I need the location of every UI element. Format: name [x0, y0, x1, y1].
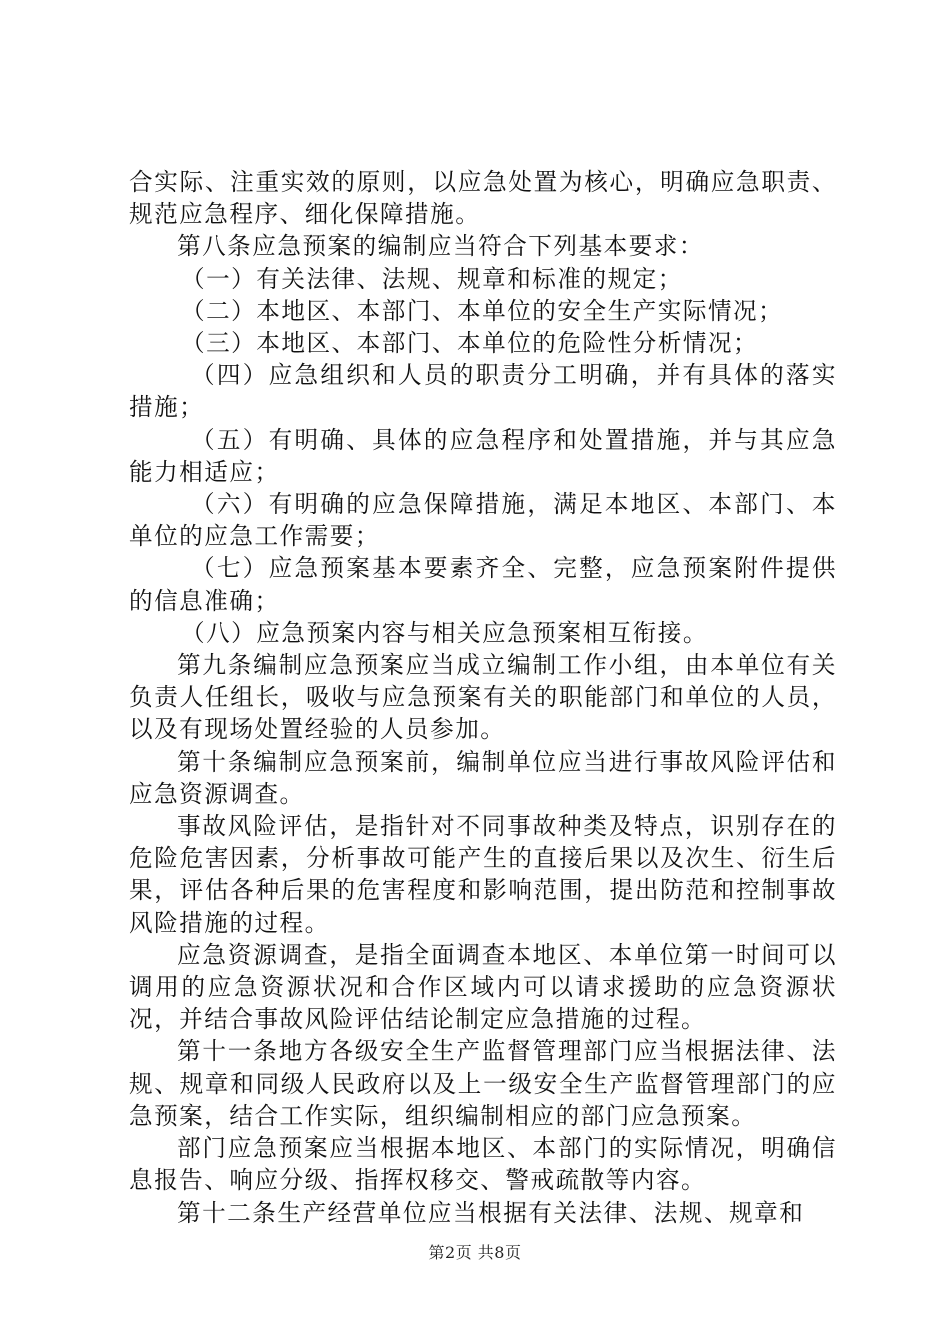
list-item: （四）应急组织和人员的职责分工明确，并有具体的落实措施；	[129, 361, 837, 422]
list-item: （八）应急预案内容与相关应急预案相互衔接。	[181, 618, 708, 647]
document-body	[129, 166, 837, 1229]
list-item: （二）本地区、本部门、本单位的安全生产实际情况；	[181, 296, 784, 325]
paragraph-article-9: 第九条编制应急预案应当成立编制工作小组，由本单位有关负责人任组长，吸收与应急预案有关的职能部门和单位的人员，以及有现场处置经验的人员参加。	[129, 651, 837, 744]
paragraph: 部门应急预案应当根据本地区、本部门的实际情况，明确信息报告、响应分级、指挥权移交、警戒疏散等内容。	[129, 1134, 837, 1195]
list-item: （五）有明确、具体的应急程序和处置措施，并与其应急能力相适应；	[129, 425, 837, 486]
list-item: （三）本地区、本部门、本单位的危险性分析情况；	[181, 329, 759, 358]
paragraph-article-11: 第十一条地方各级安全生产监督管理部门应当根据法律、法规、规章和同级人民政府以及上一级安全生产监督管理部门的应急预案，结合工作实际，组织编制相应的部门应急预案。	[129, 1037, 837, 1130]
page-number-footer: 第2页 共8页	[428, 1243, 522, 1262]
list-item: （六）有明确的应急保障措施，满足本地区、本部门、本单位的应急工作需要；	[129, 490, 837, 551]
list-item: （七）应急预案基本要素齐全、完整，应急预案附件提供的信息准确；	[129, 554, 837, 615]
list-item: （一）有关法律、法规、规章和标准的规定；	[181, 264, 683, 293]
paragraph-article-12: 第十二条生产经营单位应当根据有关法律、法规、规章和	[177, 1198, 805, 1227]
paragraph: 应急资源调查，是指全面调查本地区、本单位第一时间可以调用的应急资源状况和合作区域内可以请求援助的应急资源状况，并结合事故风险评估结论制定应急措施的过程。	[129, 940, 837, 1034]
paragraph-article-8: 第八条应急预案的编制应当符合下列基本要求：	[177, 232, 704, 261]
paragraph-article-10: 第十条编制应急预案前，编制单位应当进行事故风险评估和应急资源调查。	[129, 747, 837, 808]
paragraph: 合实际、注重实效的原则，以应急处置为核心，明确应急职责、规范应急程序、细化保障措施。	[129, 168, 837, 229]
paragraph: 事故风险评估，是指针对不同事故种类及特点，识别存在的危险危害因素，分析事故可能产生的直接后果以及次生、衍生后果，评估各种后果的危害程度和影响范围，提出防范和控制事故风险措施的过程。	[129, 812, 837, 937]
